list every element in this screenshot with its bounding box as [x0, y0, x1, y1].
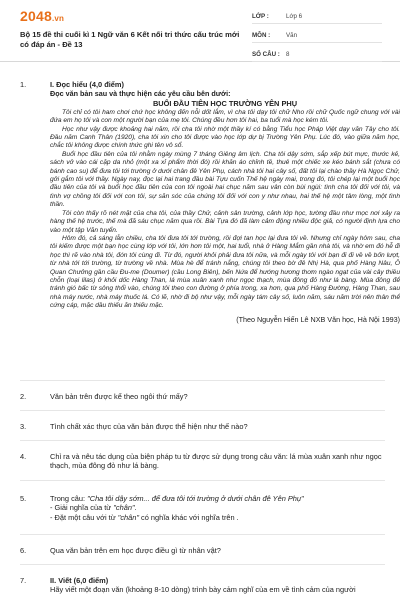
divider: [20, 564, 385, 565]
question-6-text: Qua văn bản trên em học được điều gì từ nhân vật?: [50, 546, 221, 555]
question-5-part-a-post: .: [134, 503, 137, 513]
story-paragraph-1: Tôi chỉ có tôi ham chơi chứ học không đến nỗi dốt lắm, vì cha tôi dạy tôi chữ Nho rồi chữ Quốc ngữ chung với vài đứa em họ tôi và con một người bạn của mẹ tôi. Chúng đều hơn tôi hai, ba tuổi mà học kém tôi.: [50, 108, 400, 125]
meta-subject-label: MÔN :: [252, 32, 271, 39]
section-heading-writing: II. Viết (6,0 điểm): [50, 576, 109, 585]
question-5-part-b: [50, 513, 400, 522]
logo-main: 2048: [20, 8, 52, 24]
story-source: (Theo Nguyễn Hiến Lê NXB Văn học, Hà Nội 1993): [236, 314, 400, 324]
question-number-2: 2.: [20, 392, 27, 401]
question-3-text: Tình chất xác thực của văn bản được thể hiện như thế nào?: [50, 422, 248, 431]
site-logo[interactable]: [20, 8, 64, 24]
question-number-5: 5.: [20, 494, 27, 503]
question-2-text: Văn bản trên được kể theo ngôi thứ mấy?: [50, 392, 188, 401]
story-paragraph-3: Buổi học đầu tiên của tôi nhằm ngày mùng 7 tháng Giêng âm lịch. Cha tôi dậy sớm, sắp xếp bút mực, thước kẻ, sách vở vào cái cặp da nhỏ (một xa xỉ phẩm thời đó) rồi khăn áo chỉnh tề, thuê một chiếc xe kéo bánh sắt (chưa có bánh cao su) để đưa tôi tới trường ở dưới chân đê Yên Phụ, cách nhà tôi hai cây số, đất tôi lại chào thầy Hà Ngọc Chử, gởi gắm tôi với thầy. Ngày nay, đọc lại hai trang đầu bài Tựu cuốn Thế hệ ngày mai, trong đó, tôi chép lại một buổi học đầu tiên của tôi và buổi học đầu tiên của con tôi ngoài hai chục năm sau vân còn bùi ngùi: tình cha tôi đối với tôi, và tình vợ chồng tôi đối với con tôi, sự săn sóc của chúng tôi đối với con y như nhau, hai thế hệ một tâm lòng, một tình thần.: [50, 150, 400, 209]
question-number-4: 4.: [20, 452, 27, 461]
question-5-quote: "Cha tôi dậy sớm... để đưa tôi tới trường ở dưới chân đê Yên Phụ": [87, 494, 304, 503]
divider: [20, 410, 385, 411]
question-5-part-b-post: có nghĩa khác với nghĩa trên .: [138, 512, 239, 522]
question-4-text: Chỉ ra và nêu tác dụng của biện pháp tu từ được sử dụng trong câu văn: lá mùa xuân xanh như ngọc thạch, mùa đông đỏ như lá bàng.: [50, 452, 382, 471]
story-paragraph-4: Tôi còn thấy rõ nét mặt của cha tôi, của thầy Chử, cảnh sân trường, cảnh lớp học, tường đầu như mọc nơi xảy ra hàng thế hệ trước, thế mà đã sáu chục năm qua rồi. Bài Tựa đó đã làm cảm động nhiều độc giả, có người định lựa cho vào một tập Văn tuyển.: [50, 209, 400, 234]
document-header: [0, 0, 400, 62]
question-number-6: 6.: [20, 546, 27, 555]
question-7-text: Hãy viết một đoạn văn (khoảng 8-10 dòng) trình bày cảm nghĩ của em về tình cảm của người: [50, 585, 356, 595]
question-5-part-b-pre: - Đặt một câu với từ: [50, 512, 118, 522]
divider: [20, 380, 385, 381]
question-number-1: 1.: [20, 80, 27, 89]
meta-class-value: Lớp 6: [286, 13, 303, 20]
meta-subject-row: [252, 29, 382, 43]
story-title: BUỔI ĐẦU TIÊN HỌC TRƯỜNG YÊN PHỤ: [152, 98, 298, 108]
question-number-3: 3.: [20, 422, 27, 431]
question-5-part-b-word: "chân": [117, 512, 139, 522]
story-paragraph-5: Hôm đó, cả sáng lẫn chiều, cha tôi đưa tôi tới trường, rồi đợi tan học lại đưa tôi về. Nhưng chỉ ngày hôm sau, cha tôi kiếm được một bạn học cùng lớp với tôi, lớn hơn tôi một, hai tuổi, nhà ở Hàng Mắm gần nhà tôi, và nhờ em đó hễ đi học thì rẽ vào nhà tôi, đón tôi cùng đi. Từ đó, người khỏi phải đưa tôi nữa, và mỗi ngày tôi với bạn đi đi về về bốn lượt, từ nhà tới tới trường, từ trường về nhà. Mùa hè để tránh nắng, chúng tôi theo bờ đê Nhị Hà, qua phố Hàng Nâu, Ô Quan Chưởng gần cầu Đu-me (Doumer) (cầu Long Biên), bến Nứa để hướng hương thơm ngào ngạt của vài cây thiều chỗn (loại lilas) ở khỏi dốc Hàng Than, lá mùa xuân xanh như ngọc thạch, mùa đông đỏ như lá bàng. Mùa đông để tránh gió bấc từ sông thổi vào, chúng tôi theo con đường ở phía trong, xa hơn, qua phố Hàng Đường, Hàng Than, sau nhà máy nước, nhà máy thuốc lá. Có lẽ, nhờ đi bộ như vậy, mỗi ngày tám cây số, luôn năm, sáu năm trời nên thân thể cứng cáp, mặc dầu thiếu ăn thiếu mặc.: [50, 234, 400, 310]
question-5-prompt: [50, 494, 400, 503]
document-meta: [252, 10, 382, 67]
reading-instruction: Đọc văn bản sau và thực hiện các yêu cầu bên dưới:: [50, 89, 231, 99]
divider: [20, 534, 385, 535]
meta-subject-value: Văn: [286, 32, 298, 39]
question-1: [50, 80, 400, 325]
question-7: [50, 576, 400, 595]
section-heading-reading: I. Đọc hiểu (4,0 điểm): [50, 80, 124, 89]
question-5-part-a-word: "chân": [113, 503, 135, 513]
document-title: Bộ 15 đề thi cuối kì 1 Ngữ văn 6 Kết nối tri thức cấu trúc mới có đáp án - Đề 13: [20, 30, 240, 49]
story-paragraph-2: Học như vậy được khoảng hai năm, rồi cha tôi nhờ một thầy kí có bằng Tiểu học Pháp Việt dạy văn Tây cho tôi. Đầu năm Canh Thân (1920), cha tôi xin cho tôi được vào học lớp dự bị Trường Yên Phụ. Lúc đó, vào giữa năm học, chắc tôi không được chính thức ghi tên vô sổ.: [50, 125, 400, 150]
question-5-part-a: [50, 503, 400, 512]
question-number-7: 7.: [20, 576, 27, 585]
divider: [20, 440, 385, 441]
meta-class-label: LỚP :: [252, 13, 269, 20]
meta-class-row: [252, 10, 382, 24]
question-5-lead: Trong câu:: [50, 494, 88, 503]
meta-count-label: SỐ CÂU :: [252, 51, 280, 58]
meta-count-row: [252, 48, 382, 62]
question-5-part-a-pre: - Giải nghĩa của từ: [50, 503, 114, 513]
logo-suffix: .vn: [51, 14, 65, 23]
divider: [20, 480, 385, 481]
meta-count-value: 8: [286, 51, 290, 58]
question-5: [50, 494, 400, 522]
